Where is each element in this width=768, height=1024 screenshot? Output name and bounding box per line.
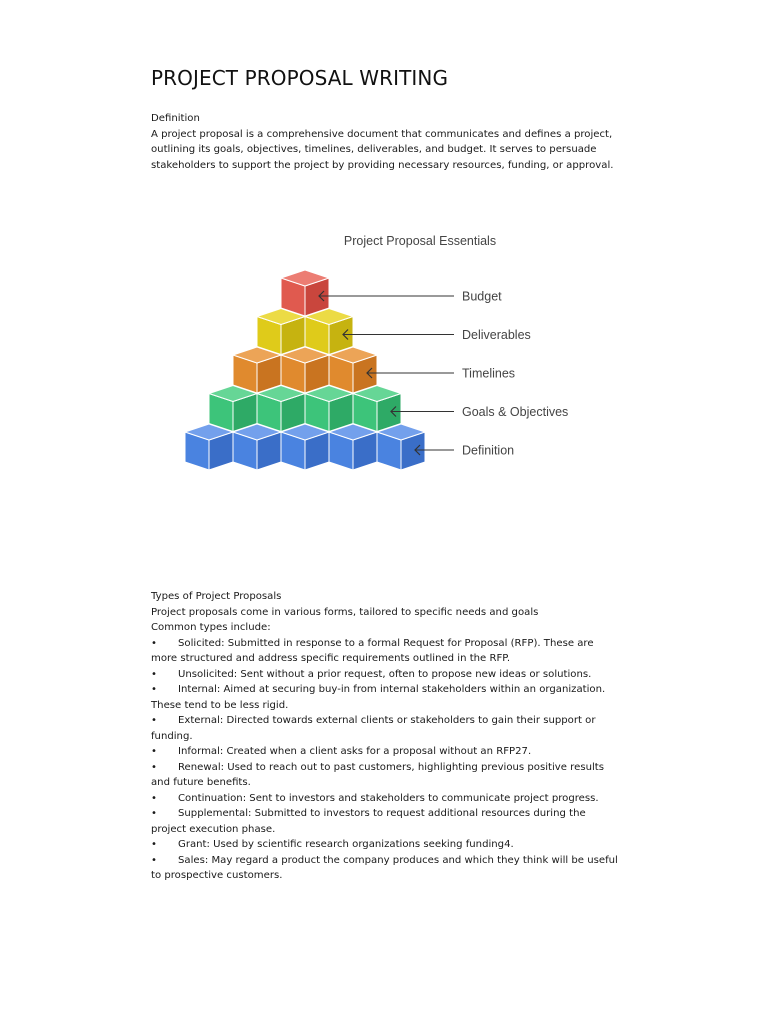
list-item bbox=[151, 682, 621, 713]
list-item bbox=[151, 636, 621, 667]
pyramid-cube bbox=[233, 424, 281, 470]
bullet-glyph: • bbox=[151, 637, 157, 649]
pyramid-cube bbox=[209, 386, 257, 432]
bullet-glyph: • bbox=[151, 746, 157, 757]
pyramid-cube bbox=[329, 424, 377, 470]
callout-label: Goals & Objectives bbox=[462, 405, 569, 419]
pyramid-cube bbox=[257, 386, 305, 432]
callout-label: Budget bbox=[462, 289, 502, 304]
pyramid-cube bbox=[281, 424, 329, 470]
list-item bbox=[151, 760, 621, 791]
definition-body: A project proposal is a comprehensive document that communicates and defines a project, outlining its goals, objectives, timelines, deliverables, and budget. It serves to persuade stakeholders to support the project by providing necessary resources, funding, or approval. bbox=[151, 128, 614, 171]
list-item-text: Supplemental: Submitted to investors to request additional resources during the project execution phase. bbox=[151, 808, 586, 835]
bullet-glyph: • bbox=[151, 761, 157, 773]
bullet-glyph: • bbox=[151, 684, 157, 695]
list-item-text: Renewal: Used to reach out to past customers, highlighting previous positive results and future benefits. bbox=[151, 761, 605, 788]
bullet-glyph: • bbox=[151, 668, 157, 680]
page-title: PROJECT PROPOSAL WRITING bbox=[151, 66, 449, 90]
bullet-glyph: • bbox=[151, 792, 157, 804]
list-item bbox=[151, 667, 621, 683]
callout-label: Definition bbox=[462, 443, 515, 458]
pyramid-cubes bbox=[185, 270, 425, 470]
pyramid-cube bbox=[305, 386, 353, 432]
types-section bbox=[151, 589, 621, 884]
pyramid-cube bbox=[281, 347, 329, 393]
list-item bbox=[151, 791, 621, 807]
pyramid-diagram bbox=[160, 222, 610, 492]
list-item bbox=[151, 837, 621, 853]
bullet-glyph: • bbox=[151, 715, 157, 726]
types-list bbox=[151, 636, 621, 884]
list-item-text: External: Directed towards external clients or stakeholders to gain their support or funding. bbox=[151, 715, 596, 742]
types-intro-common: Common types include: bbox=[151, 622, 271, 633]
bullet-glyph: • bbox=[151, 839, 157, 850]
list-item-text: Grant: Used by scientific research organizations seeking funding4. bbox=[178, 839, 514, 850]
pyramid-cube bbox=[185, 424, 233, 470]
list-item-text: Unsolicited: Sent without a prior request, often to propose new ideas or solutions. bbox=[178, 668, 592, 680]
list-item-text: Sales: May regard a product the company produces and which they think will be useful to prospective customers. bbox=[151, 854, 618, 881]
bullet-glyph: • bbox=[151, 808, 157, 819]
definition-heading: Definition bbox=[151, 113, 200, 124]
types-heading: Types of Project Proposals bbox=[151, 591, 282, 602]
pyramid-cube bbox=[257, 309, 305, 355]
callout-label: Timelines bbox=[462, 366, 516, 381]
list-item bbox=[151, 744, 621, 760]
list-item-text: Internal: Aimed at securing buy-in from internal stakeholders within an organization. These tend to be less rigid. bbox=[151, 684, 606, 711]
list-item bbox=[151, 713, 621, 744]
list-item-text: Continuation: Sent to investors and stakeholders to communicate project progress. bbox=[178, 792, 599, 804]
list-item bbox=[151, 853, 621, 884]
list-item-text: Informal: Created when a client asks for a proposal without an RFP27. bbox=[178, 746, 532, 757]
list-item-text: Solicited: Submitted in response to a formal Request for Proposal (RFP). These are more structured and address specific requirements outlined in the RFP. bbox=[151, 637, 594, 664]
pyramid-cube bbox=[233, 347, 281, 393]
bullet-glyph: • bbox=[151, 854, 157, 866]
pyramid-figure bbox=[160, 222, 610, 492]
figure-title: Project Proposal Essentials bbox=[343, 234, 497, 248]
callout-label: Deliverables bbox=[462, 328, 531, 342]
list-item bbox=[151, 806, 621, 837]
types-intro: Project proposals come in various forms, tailored to specific needs and goals bbox=[151, 606, 539, 618]
definition-section bbox=[151, 111, 621, 173]
